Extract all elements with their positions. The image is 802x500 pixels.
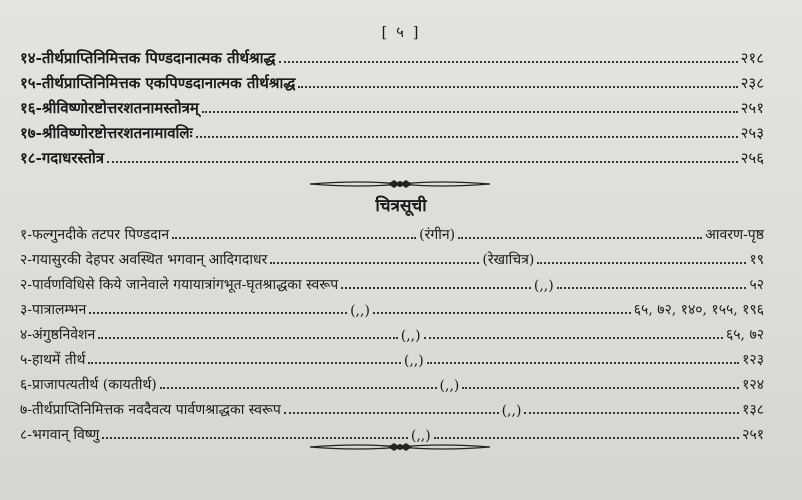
dot-leader	[424, 336, 723, 339]
illustration-title: ७-तीर्थप्राप्तिनिमित्तक नवदैवत्य पार्वणश्राद्धका स्वरूप	[20, 402, 281, 418]
entry-page: २१८	[740, 49, 764, 67]
illustration-type: (,,)	[403, 353, 424, 369]
entry-title: १८-गदाधरस्तोत्र	[20, 149, 105, 167]
dot-leader	[458, 236, 702, 239]
contents-entry	[20, 144, 764, 168]
illustration-entry	[20, 345, 764, 369]
illustration-type: (रेखाचित्र)	[482, 252, 535, 268]
illustration-title: ६-प्राजापत्यतीर्थ (कायतीर्थ)	[20, 377, 157, 393]
illustration-page: आवरण-पृष्ठ	[705, 227, 765, 243]
illustration-type: (,,)	[400, 328, 421, 344]
illustration-entry	[20, 295, 764, 319]
illustration-title: १-फल्गुनदीके तटपर पिण्डदान	[20, 227, 170, 243]
dot-leader	[98, 336, 397, 339]
dot-leader	[462, 386, 739, 389]
illustration-title: २-गयासुरकी देहपर अवस्थित भगवान् आदिगदाधर	[20, 252, 268, 268]
page-number: [ ५ ]	[381, 23, 421, 41]
entry-title: १५-तीर्थप्राप्तिनिमित्तक एकपिण्डदानात्मक तीर्थश्राद्ध	[20, 74, 296, 92]
dot-leader	[434, 436, 739, 439]
illustration-page: ६५, ७२	[725, 327, 765, 343]
dot-leader	[279, 60, 738, 63]
dot-leader	[202, 110, 738, 113]
illustration-entry	[20, 270, 764, 294]
illustration-page: ५२	[749, 277, 764, 293]
dot-leader	[373, 311, 631, 314]
entry-title: १७-श्रीविष्णोरष्टोत्तरशतनामावलिः	[20, 124, 193, 142]
entry-page: २५१	[740, 99, 764, 117]
ornamental-divider	[300, 177, 500, 191]
illustration-page: १२३	[742, 352, 764, 368]
ornamental-divider	[300, 440, 500, 454]
dot-leader	[172, 236, 416, 239]
illustration-page: १९	[749, 252, 765, 268]
illustration-entry	[20, 245, 764, 269]
illustration-entry	[20, 395, 764, 419]
illustration-page: ६५, ७२, १४०, १५५, १९६	[633, 302, 765, 318]
illustration-page: १२४	[742, 377, 764, 393]
entry-title: १४-तीर्थप्राप्तिनिमित्तक पिण्डदानात्मक तीर्थश्राद्ध	[20, 49, 276, 67]
entry-page: २५३	[740, 124, 764, 142]
illustration-type: (,,)	[410, 428, 431, 444]
illustrations-heading: चित्रसूची	[375, 196, 427, 216]
contents-entry	[20, 69, 764, 93]
illustration-title: ५-हाथमें तीर्थ	[20, 352, 86, 368]
illustration-page: १३८	[742, 402, 765, 418]
dot-leader	[89, 311, 347, 314]
entry-title: १६-श्रीविष्णोरष्टोत्तरशतनामस्तोत्रम्	[20, 99, 199, 117]
dot-leader	[537, 261, 746, 264]
dot-leader	[557, 286, 747, 289]
dot-leader	[88, 361, 400, 364]
illustration-type: (,,)	[501, 403, 522, 419]
dot-leader	[102, 436, 407, 439]
dot-leader	[298, 85, 737, 88]
illustration-entry	[20, 220, 764, 244]
entry-page: २५६	[740, 149, 764, 167]
illustration-title: २-पार्वणविधिसे किये जानेवाले गयायात्रांगभूत-घृतश्राद्धका स्वरूप	[20, 277, 339, 293]
dot-leader	[270, 261, 479, 264]
entry-page: २३८	[740, 74, 764, 92]
illustration-type: (,,)	[439, 378, 460, 394]
dot-leader	[524, 411, 739, 414]
illustration-page: २५१	[742, 427, 765, 443]
dot-leader	[107, 160, 738, 163]
illustration-title: ४-अंगुष्ठनिवेशन	[20, 327, 96, 343]
illustration-entry	[20, 320, 764, 344]
dot-leader	[196, 135, 738, 138]
contents-entry	[20, 94, 764, 118]
illustration-type: (रंगीन)	[419, 227, 456, 243]
dot-leader	[341, 286, 531, 289]
dot-leader	[427, 361, 739, 364]
illustration-type: (,,)	[350, 303, 370, 319]
illustration-type: (,,)	[533, 278, 554, 294]
illustration-title: ३-पात्रालम्भन	[20, 302, 87, 318]
dot-leader	[284, 411, 499, 414]
contents-entry	[20, 44, 764, 68]
illustration-title: ८-भगवान् विष्णु	[20, 427, 100, 443]
illustration-entry	[20, 370, 764, 394]
dot-leader	[160, 386, 437, 389]
contents-entry	[20, 119, 764, 143]
